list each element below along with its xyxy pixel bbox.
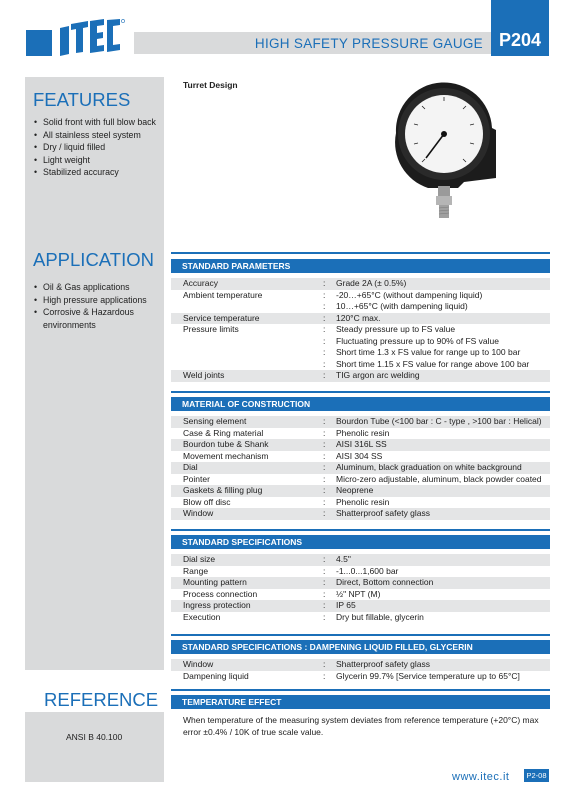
feature-item: • Light weight <box>34 154 162 167</box>
row-label: Dampening liquid <box>183 670 249 681</box>
table-row: : Fluctuating pressure up to 90% of FS value <box>323 335 500 346</box>
row-label: Weld joints <box>183 370 225 380</box>
product-caption: Turret Design <box>183 80 238 90</box>
row-value: Phenolic resin <box>336 427 390 438</box>
section-header-material: MATERIAL OF CONSTRUCTION <box>171 397 550 411</box>
section-header-specs: STANDARD SPECIFICATIONS <box>171 535 550 549</box>
section-header-standard-parameters: STANDARD PARAMETERS <box>171 259 550 273</box>
application-item: • Corrosive & Hazardous environments <box>34 306 159 331</box>
row-value: 10…+65°C (with dampening liquid) <box>336 301 468 311</box>
table-row: Window : Shatterproof safety glass <box>171 659 550 671</box>
section-divider <box>171 529 550 531</box>
row-value: Steady pressure up to FS value <box>336 324 456 334</box>
application-item: • Oil & Gas applications <box>34 281 159 294</box>
features-list <box>34 116 162 179</box>
reference-value: ANSI B 40.100 <box>66 732 123 742</box>
row-label: Window <box>183 659 214 669</box>
section-divider <box>171 391 550 393</box>
pressure-gauge-image <box>392 78 502 228</box>
table-row: Execution : Dry but fillable, glycerin <box>183 611 424 622</box>
table-row: Dial size : 4.5" <box>171 554 550 566</box>
website-link[interactable]: www.itec.it <box>452 771 510 783</box>
table-row: Bourdon tube & Shank : AISI 316L SS <box>171 439 550 451</box>
table-row: Case & Ring material : Phenolic resin <box>183 427 390 438</box>
row-value: Glycerin 99.7% [Service temperature up to 65°C] <box>336 670 520 681</box>
table-row: Mounting pattern : Direct, Bottom connection <box>171 577 550 589</box>
product-code-badge <box>491 0 549 56</box>
row-value: Micro-zero adjustable, aluminum, black powder coated <box>336 473 542 484</box>
table-row: Blow off disc : Phenolic resin <box>183 496 390 507</box>
row-value: Short time 1.15 x FS value for range above 100 bar <box>336 358 530 369</box>
row-label: Service temperature <box>183 312 260 323</box>
row-value: ½" NPT (M) <box>336 588 381 599</box>
section-header-dampening: STANDARD SPECIFICATIONS : DAMPENING LIQUID FILLED, GLYCERIN <box>171 640 550 654</box>
row-label: Process connection <box>183 588 258 599</box>
table-row: Ambient temperature : -20…+65°C (without dampening liquid) <box>183 289 483 300</box>
row-value: Short time 1.3 x FS value for range up to 100 bar <box>336 347 521 357</box>
row-value: Bourdon Tube (<100 bar : C - type , >100 bar : Helical) <box>336 416 542 426</box>
feature-item: • All stainless steel system <box>34 129 162 142</box>
features-heading: FEATURES <box>33 89 131 110</box>
row-label: Ingress protection <box>183 600 251 610</box>
section-divider <box>171 252 550 254</box>
applications-list <box>34 281 159 331</box>
row-value: Shatterproof safety glass <box>336 508 431 518</box>
row-label: Sensing element <box>183 416 247 426</box>
table-row: Dial : Aluminum, black graduation on white background <box>171 462 550 474</box>
product-code: P204 <box>498 30 542 50</box>
row-label: Dial size <box>183 554 216 564</box>
row-value: AISI 304 SS <box>336 450 383 461</box>
row-value: Fluctuating pressure up to 90% of FS value <box>336 335 500 346</box>
table-row: Accuracy : Grade 2A (± 0.5%) <box>171 278 550 290</box>
row-value: -20…+65°C (without dampening liquid) <box>336 289 483 300</box>
reference-panel <box>25 712 164 782</box>
feature-item: • Dry / liquid filled <box>34 141 162 154</box>
table-row: Gaskets & filling plug : Neoprene <box>171 485 550 497</box>
table-row: Weld joints : TIG argon arc welding <box>171 370 550 382</box>
row-value: Grade 2A (± 0.5%) <box>336 278 407 288</box>
row-value: IP 65 <box>336 600 356 610</box>
row-value: Phenolic resin <box>336 496 390 507</box>
row-value: Neoprene <box>336 485 374 495</box>
row-value: Direct, Bottom connection <box>336 577 434 587</box>
row-value: TIG argon arc welding <box>336 370 420 380</box>
row-value: Aluminum, black graduation on white background <box>336 462 522 472</box>
feature-item: • Solid front with full blow back <box>34 116 162 129</box>
table-row: : Short time 1.15 x FS value for range above 100 bar <box>323 358 530 369</box>
itec-logo <box>58 18 126 58</box>
table-row: Sensing element : Bourdon Tube (<100 bar : C - type , >100 bar : Helical) <box>171 416 550 428</box>
section-divider <box>171 634 550 636</box>
table-row: Movement mechanism : AISI 304 SS <box>183 450 383 461</box>
application-item: • High pressure applications <box>34 294 159 307</box>
row-label: Ambient temperature <box>183 289 263 300</box>
temperature-text-line-1: When temperature of the measuring system deviates from reference temperature (+20°C) max <box>183 715 539 725</box>
row-label: Movement mechanism <box>183 450 269 461</box>
row-value: Dry but fillable, glycerin <box>336 611 424 622</box>
row-value: 120°C max. <box>336 312 381 323</box>
table-row: Window : Shatterproof safety glass <box>171 508 550 520</box>
reference-heading: REFERENCE <box>44 689 159 710</box>
row-label: Blow off disc <box>183 496 231 507</box>
row-label: Range <box>183 565 209 576</box>
section-divider <box>171 689 550 691</box>
row-value: -1...0...1,600 bar <box>336 565 399 576</box>
row-label: Bourdon tube & Shank <box>183 439 269 449</box>
table-row: Pressure limits : Steady pressure up to FS value <box>183 324 456 334</box>
application-heading: APPLICATION <box>33 249 154 270</box>
row-label: Window <box>183 508 214 518</box>
row-value: Shatterproof safety glass <box>336 659 431 669</box>
row-label: Case & Ring material <box>183 427 264 438</box>
table-row: Dampening liquid : Glycerin 99.7% [Service temperature up to 65°C] <box>183 670 520 681</box>
row-label: Pointer <box>183 473 210 484</box>
table-row: Range : -1...0...1,600 bar <box>183 565 399 576</box>
row-label: Execution <box>183 611 221 622</box>
table-row: : Short time 1.3 x FS value for range up to 100 bar <box>323 347 521 357</box>
row-value: AISI 316L SS <box>336 439 387 449</box>
logo-square <box>26 30 52 56</box>
table-row: : 10…+65°C (with dampening liquid) <box>323 301 468 311</box>
row-label: Dial <box>183 462 198 472</box>
table-row: Process connection : ½" NPT (M) <box>183 588 381 599</box>
row-label: Mounting pattern <box>183 577 247 587</box>
section-header-temperature: TEMPERATURE EFFECT <box>171 695 550 709</box>
row-label: Gaskets & filling plug <box>183 485 263 495</box>
table-row: Service temperature : 120°C max. <box>171 313 550 325</box>
row-label: Accuracy <box>183 278 218 288</box>
page-number: P2-08 <box>524 769 549 782</box>
feature-item: • Stabilized accuracy <box>34 166 162 179</box>
table-row: Ingress protection : IP 65 <box>171 600 550 612</box>
row-value: 4.5" <box>336 554 351 564</box>
row-label: Pressure limits <box>183 324 239 334</box>
temperature-text-line-2: error ±0.4% / 10K of true scale value. <box>183 727 324 737</box>
page-title: HIGH SAFETY PRESSURE GAUGE <box>254 36 483 51</box>
table-row: Pointer : Micro-zero adjustable, aluminum, black powder coated <box>183 473 542 484</box>
